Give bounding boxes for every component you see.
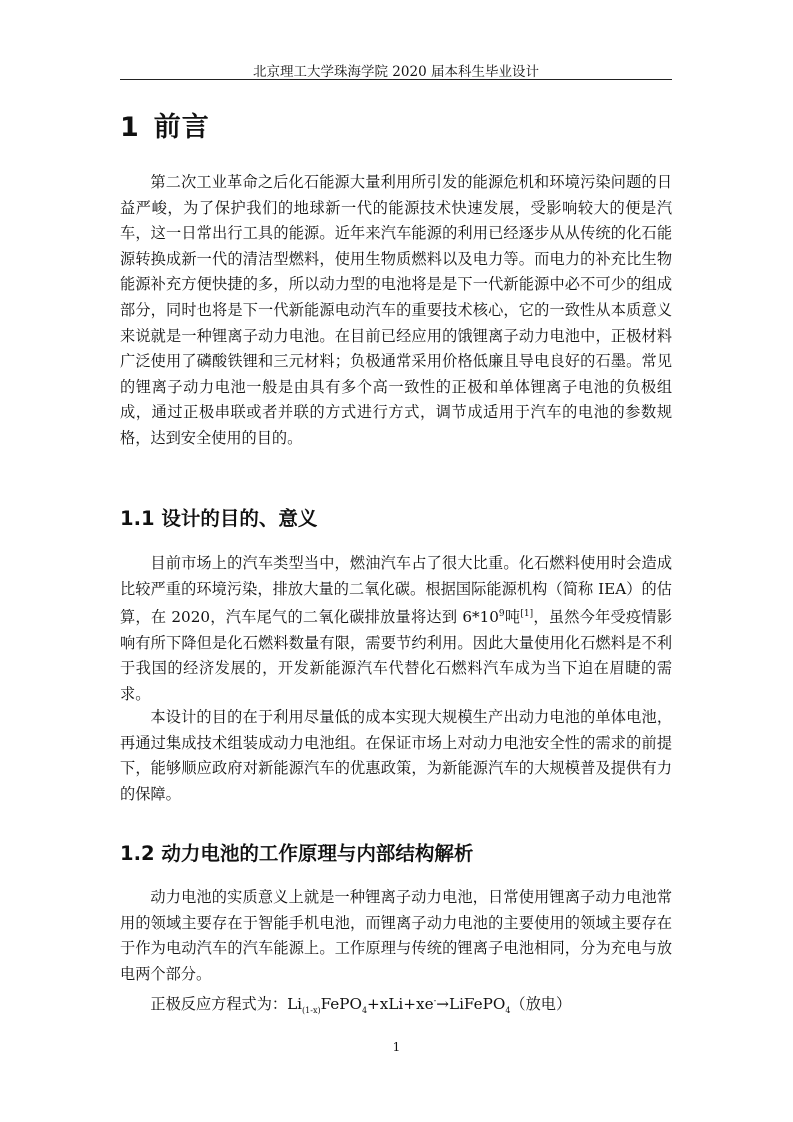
section-heading-1-2: 1.2 动力电池的工作原理与内部结构解析 [120, 842, 474, 865]
section-1-1-paragraph-1 [120, 551, 672, 708]
page-header: 北京理工大学珠海学院 2020 届本科生毕业设计 [253, 64, 539, 80]
section-1-1-p1-text-end: ，虽然今年受疫情影响有所下降但是化石燃料数量有限，需要节约利用。因此大量使用化石燃料是不利于我国的经济发展的，开发新能源汽车代替化石燃料汽车成为当下迫在眉睫的需求。 [120, 608, 673, 704]
equation-sup: - [433, 996, 437, 1005]
header-rule [120, 79, 672, 80]
equation-mid: +xLi+xe [367, 995, 434, 1014]
equation-note: （放电） [510, 995, 572, 1014]
unit-text: 吨 [504, 608, 521, 627]
equation-sub-2: 4 [361, 1006, 368, 1016]
equation-li: Li [287, 995, 303, 1014]
chapter-title: 前言 [153, 112, 210, 143]
exponent: 9 [498, 609, 505, 620]
equation-fepo: FePO [320, 995, 362, 1014]
cathode-equation [120, 988, 672, 1024]
equation-sub-3: 4 [505, 1006, 511, 1016]
intro-paragraph: 第二次工业革命之后化石能源大量利用所引发的能源危机和环境污染问题的日益严峻，为了保护我们的地球新一代的能源技术快速发展，受影响较大的便是汽车，这一日常出行工具的能源。近年来汽车能源的利用已经逐步从从传统的化石能源转换成新一代的清洁型燃料，使用生物质燃料以及电力等。而电力的补充比生物能源补充方便快捷的多，所以动力型的电池将是是下一代新能源中必不可少的组成部分，同时也将是下一代新能源电动汽车的重要技术核心，它的一致性从本质意义来说就是一种锂离子动力电池。在目前已经应用的饿锂离子动力电池中，正极材料广泛使用了磷酸铁锂和三元材料；负极通常采用价格低廉且导电良好的石墨。常见的锂离子动力电池一般是由具有多个高一致性的正极和单体锂离子电池的负极组成，通过正极串联或者并联的方式进行方式，调节成适用于汽车的电池的参数规格，达到安全使用的目的。 [120, 173, 672, 447]
chapter-heading [120, 105, 210, 144]
section-1-1-paragraph-2: 本设计的目的在于利用尽量低的成本实现大规模生产出动力电池的单体电池，再通过集成技术组装成动力电池组。在保证市场上对动力电池安全性的需求的前提下，能够顺应政府对新能源汽车的优惠政策，为新能源汽车的大规模普及提供有力的保障。 [120, 708, 672, 803]
section-1-2-paragraph-1: 动力电池的实质意义上就是一种锂离子动力电池，日常使用锂离子动力电池常用的领域主要存在于智能手机电池，而锂离子动力电池的主要使用的领域主要存在于作为电动汽车的汽车能源上。工作原理与传统的锂离子电池相同，分为充电与放电两个部分。 [120, 888, 672, 983]
section-heading-1-1: 1.1 设计的目的、意义 [120, 507, 318, 530]
section-1-1-p1-text: 目前市场上的汽车类型当中，燃油汽车占了很大比重。化石燃料使用时会造成比较严重的环境污染，排放大量的二氧化碳。根据国际能源机构（简称 IEA）的估算，在 2020，汽车尾气的二氧化碳排放量将达到 6*10 [120, 554, 672, 627]
equation-product: →LiFePO [436, 995, 506, 1014]
equation-label: 正极反应方程式为： [150, 995, 288, 1014]
chapter-number: 1 [120, 112, 140, 143]
citation-ref[interactable]: [1] [520, 609, 534, 620]
page-number: 1 [392, 1040, 401, 1054]
equation-sub-1: (1-x) [302, 1006, 321, 1016]
